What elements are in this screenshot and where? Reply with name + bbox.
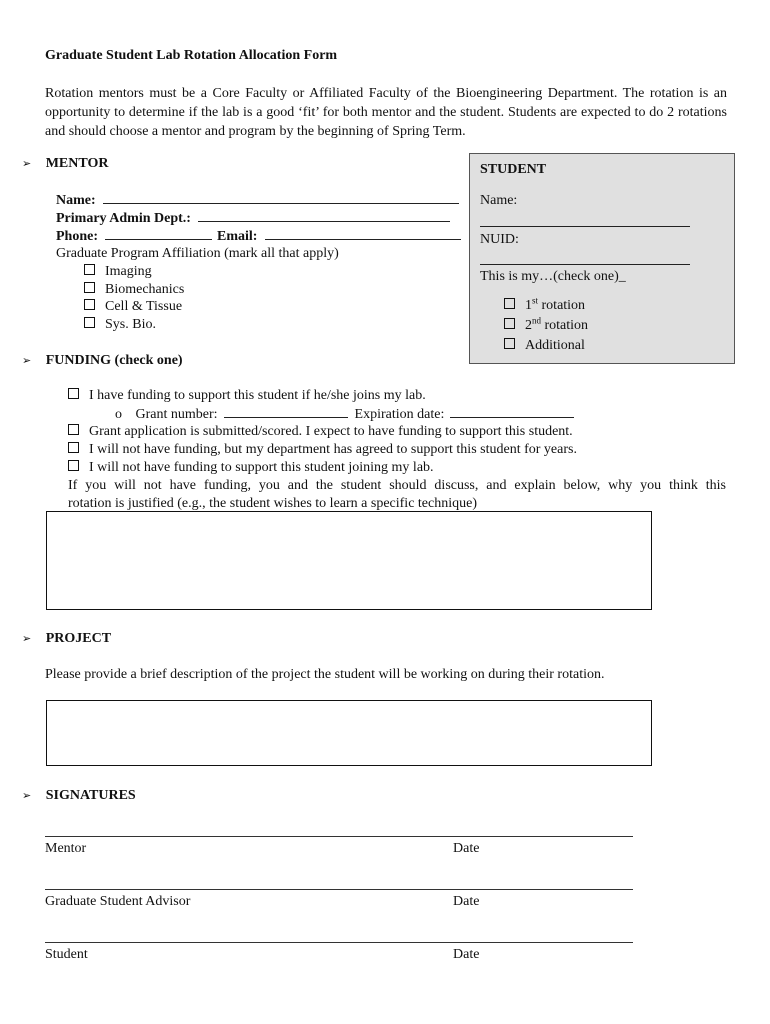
mentor-dept-row — [56, 209, 450, 227]
project-description-textbox[interactable] — [46, 700, 652, 766]
mentor-phone-field[interactable] — [105, 227, 212, 240]
funding-section-header — [22, 352, 183, 370]
project-section-header — [22, 630, 111, 648]
student-nuid-field[interactable] — [480, 250, 690, 265]
affiliation-label: Graduate Program Affiliation (mark all that apply) — [56, 246, 339, 261]
arrow-bullet-icon: ➢ — [22, 158, 32, 170]
checkbox[interactable] — [84, 317, 95, 328]
checkbox[interactable] — [504, 338, 515, 349]
form-title: Graduate Student Lab Rotation Allocation Form — [45, 48, 338, 63]
checkbox[interactable] — [504, 318, 515, 329]
grant-number-field[interactable] — [224, 405, 348, 418]
student-heading: STUDENT — [480, 162, 547, 177]
mentor-section-header — [22, 155, 108, 173]
student-date-label: Date — [453, 947, 480, 962]
funding-explain-line-1: If you will not have funding, you and the student should discuss, and explain below, why you think this — [68, 478, 726, 493]
advisor-signature-label: Graduate Student Advisor — [45, 894, 191, 909]
mentor-name-row — [56, 191, 459, 209]
mentor-heading: MENTOR — [45, 156, 109, 171]
mentor-email-field[interactable] — [265, 227, 461, 240]
checkbox[interactable] — [68, 424, 79, 435]
checkbox[interactable] — [68, 460, 79, 471]
signatures-heading: SIGNATURES — [45, 788, 136, 803]
student-signature-label: Student — [45, 947, 88, 962]
checkbox[interactable] — [68, 388, 79, 399]
funding-heading: FUNDING (check one) — [45, 353, 183, 368]
funding-option-department-support[interactable]: I will not have funding, but my department has agreed to support this student for years. — [68, 441, 577, 458]
checkbox[interactable] — [84, 299, 95, 310]
student-nuid-label: NUID: — [480, 232, 519, 247]
advisor-signature-line[interactable] — [45, 889, 633, 890]
signatures-section-header — [22, 787, 136, 805]
checkbox[interactable] — [84, 282, 95, 293]
project-heading: PROJECT — [45, 631, 112, 646]
arrow-bullet-icon: ➢ — [22, 633, 32, 645]
mentor-dept-field[interactable] — [198, 209, 450, 222]
funding-justification-textbox[interactable] — [46, 511, 652, 610]
checkbox[interactable] — [68, 442, 79, 453]
mentor-email-label: Email: — [217, 229, 258, 244]
grant-number-label: Grant number: — [135, 407, 218, 422]
arrow-bullet-icon: ➢ — [22, 790, 32, 802]
rotation-option-first[interactable]: 1st rotation — [504, 297, 585, 314]
student-info-box — [469, 153, 735, 364]
expiration-date-field[interactable] — [450, 405, 574, 418]
advisor-date-label: Date — [453, 894, 480, 909]
checkbox[interactable] — [84, 264, 95, 275]
funding-option-has-funding[interactable]: I have funding to support this student if he/she joins my lab. — [68, 387, 426, 404]
student-name-label: Name: — [480, 193, 518, 208]
student-name-field[interactable] — [480, 212, 690, 227]
expiration-date-label: Expiration date: — [354, 407, 445, 422]
program-option-biomechanics[interactable]: Biomechanics — [84, 281, 184, 298]
funding-explain-line-2: rotation is justified (e.g., the student wishes to learn a specific technique) — [68, 496, 477, 511]
funding-option-no-funding[interactable]: I will not have funding to support this student joining my lab. — [68, 459, 434, 476]
funding-option-grant-submitted[interactable]: Grant application is submitted/scored. I expect to have funding to support this student. — [68, 423, 573, 440]
program-option-cell-tissue[interactable]: Cell & Tissue — [84, 298, 182, 315]
student-signature-line[interactable] — [45, 942, 633, 943]
mentor-signature-line[interactable] — [45, 836, 633, 837]
arrow-bullet-icon: ➢ — [22, 355, 32, 367]
rotation-option-second[interactable]: 2nd rotation — [504, 317, 588, 334]
rotation-option-additional[interactable]: Additional — [504, 337, 585, 354]
mentor-signature-label: Mentor — [45, 841, 87, 856]
student-rotation-prompt: This is my…(check one)_ — [480, 269, 626, 284]
program-option-sys-bio[interactable]: Sys. Bio. — [84, 316, 156, 333]
mentor-dept-label: Primary Admin Dept.: — [56, 211, 191, 226]
mentor-phone-label: Phone: — [56, 229, 98, 244]
checkbox[interactable] — [504, 298, 515, 309]
mentor-phone-email-row — [56, 227, 461, 245]
mentor-name-field[interactable] — [103, 191, 459, 204]
grant-details-row — [115, 405, 574, 423]
intro-paragraph: Rotation mentors must be a Core Faculty or Affiliated Faculty of the Bioengineering Department. The rotation is an opportunity to determine if the lab is a good ‘fit’ for both mentor and the student. Students are expected to do 2 rotations and should choose a mentor and program by the beginning of Spring Term. — [45, 86, 727, 139]
grant-bullet: o — [115, 407, 122, 422]
mentor-date-label: Date — [453, 841, 480, 856]
mentor-name-label: Name: — [56, 193, 96, 208]
project-prompt: Please provide a brief description of the project the student will be working on during their rotation. — [45, 667, 605, 682]
program-option-imaging[interactable]: Imaging — [84, 263, 152, 280]
